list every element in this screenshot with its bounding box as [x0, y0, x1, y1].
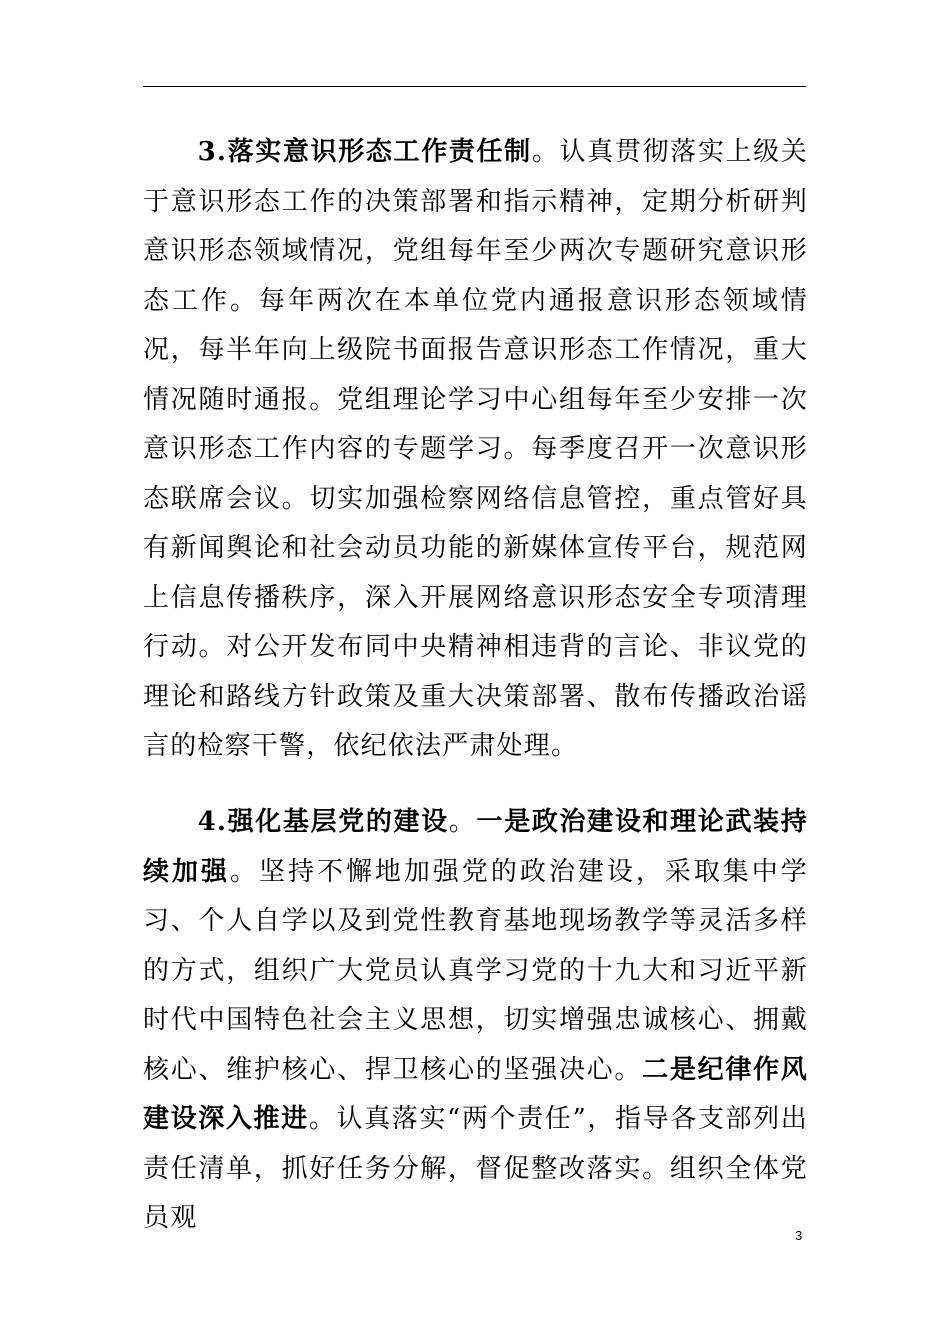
- paragraph-body: 。坚持不懈地加强党的政治建设，采取集中学习、个人自学以及到党性教育基地现场教学等灵活多样的方式，组织广大党员认真学习党的十九大和习近平新时代中国特色社会主义思想，切实增强忠诚核心、拥戴核心、维护核心、捍卫核心的坚强决心。: [143, 856, 808, 1085]
- paragraph-heading: 3.落实意识形态工作责任制: [197, 137, 532, 167]
- paragraph-party-building: [143, 798, 808, 1244]
- paragraph-subheading: 二是纪律作风建设深入推进: [143, 1054, 808, 1134]
- paragraph-heading: 4.强化基层党的建设: [197, 807, 449, 837]
- paragraph-body: 。认真贯彻落实上级关于意识形态工作的决策部署和指示精神，定期分析研判意识形态领域情况，党组每年至少两次专题研究意识形态工作。每年两次在本单位党内通报意识形态领域情况，每半年向上级院书面报告意识形态工作情况，重大情况随时通报。党组理论学习中心组每年至少安排一次意识形态工作内容的专题学习。每季度召开一次意识形态联席会议。切实加强检察网络信息管控，重点管好具有新闻舆论和社会动员功能的新媒体宣传平台，规范网上信息传播秩序，深入开展网络意识形态安全专项清理行动。对公开发布同中央精神相违背的言论、非议党的理论和路线方针政策及重大决策部署、散布传播政治谣言的检察干警，依纪依法严肃处理。: [143, 137, 808, 761]
- paragraph-ideology-responsibility: [143, 128, 808, 772]
- header-rule: [143, 86, 806, 87]
- page-number: 3: [795, 1228, 803, 1243]
- paragraph-body: 。: [448, 807, 477, 837]
- paragraph-body: 。认真落实“两个责任”，指导各支部列出责任清单，抓好任务分解，督促整改落实。组织全体党员观: [143, 1104, 809, 1233]
- paragraph-subheading: 一是政治建设和理论武装持续加强: [143, 807, 808, 887]
